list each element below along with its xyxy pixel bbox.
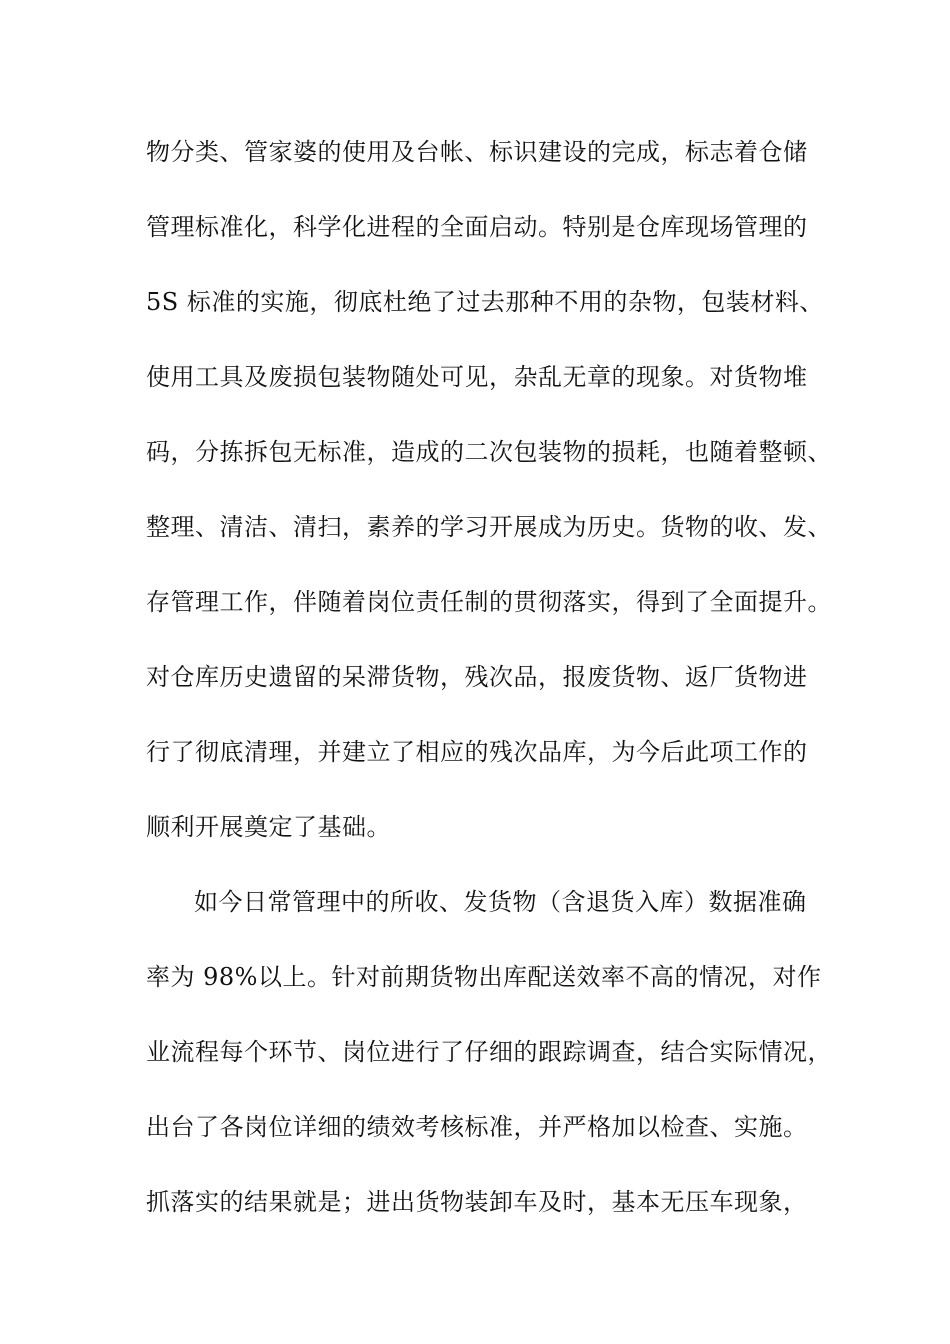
text-line: 使用工具及废损包装物随处可见，杂乱无章的现象。对货物堆 <box>146 363 808 391</box>
text-line: 管理标准化，科学化进程的全面启动。特别是仓库现场管理的 <box>146 213 808 241</box>
text-line: 业流程每个环节、岗位进行了仔细的跟踪调查，结合实际情况， <box>146 1038 832 1066</box>
text-line: 行了彻底清理，并建立了相应的残次品库，为今后此项工作的 <box>146 738 808 766</box>
text-line: 对仓库历史遗留的呆滞货物，残次品，报废货物、返厂货物进 <box>146 663 808 691</box>
text-line: 出台了各岗位详细的绩效考核标准，并严格加以检查、实施。 <box>146 1113 808 1141</box>
text-line: 抓落实的结果就是；进出货物装卸车及时，基本无压车现象， <box>146 1188 808 1216</box>
text-line: 顺利开展奠定了基础。 <box>146 813 391 841</box>
text-line: 5S 标准的实施，彻底杜绝了过去那种不用的杂物，包装材料、 <box>146 288 824 316</box>
text-line: 率为 98%以上。针对前期货物出库配送效率不高的情况，对作 <box>146 963 822 991</box>
text-line: 物分类、管家婆的使用及台帐、标识建设的完成，标志着仓储 <box>146 138 808 166</box>
text-line: 存管理工作，伴随着岗位责任制的贯彻落实，得到了全面提升。 <box>146 588 832 616</box>
text-line: 码，分拣拆包无标准，造成的二次包装物的损耗，也随着整顿、 <box>146 438 832 466</box>
paragraph-first-line: 如今日常管理中的所收、发货物（含退货入库）数据准确 <box>194 888 807 916</box>
text-line: 整理、清洁、清扫，素养的学习开展成为历史。货物的收、发、 <box>146 513 832 541</box>
